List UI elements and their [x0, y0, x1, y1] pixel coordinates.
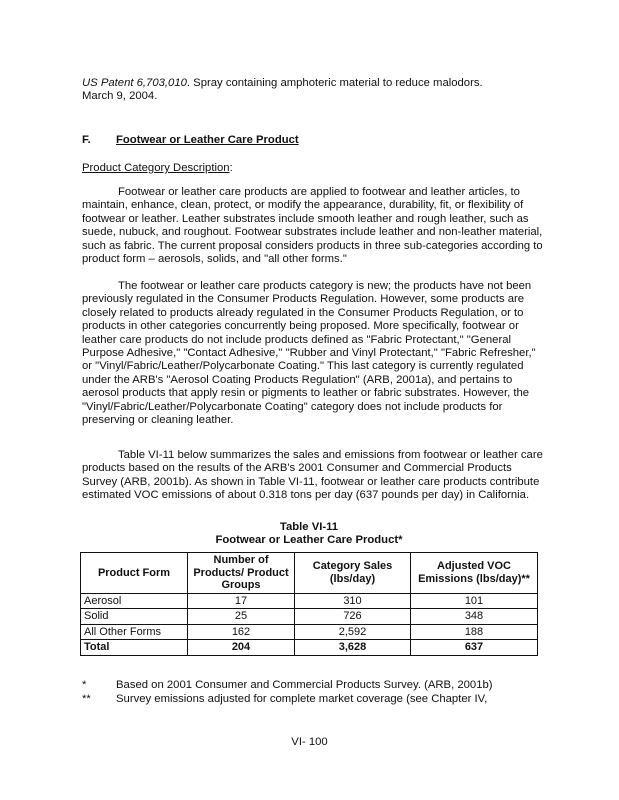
emissions-table	[80, 552, 538, 656]
cell: Aerosol	[81, 593, 188, 609]
paragraph-1: Footwear or leather care products are applied to footwear and leather articles, to maintain, enhance, clean, protect, or modify the appearance, durability, fit, or flexibility of footwear or leather. Leather substrates include smooth leather and rough leather, such as suede, nubuck, and roughout. Footwear substrates include leather and non-leather material, such as fabric. The current proposal considers products in three sub-categories according to product form – aerosols, solids, and "all other forms."	[82, 186, 543, 266]
patent-title: . Spray containing amphoteric material to reduce malodors.	[186, 77, 483, 89]
paragraph-3: Table VI-11 below summarizes the sales and emissions from footwear or leather care products based on the results of the ARB's 2001 Consumer and Commercial Products Survey (ARB, 2001b). As shown in Table VI-11, footwear or leather care products contribute estimated VOC emissions of about 0.318 tons per day (637 pounds per day) in California.	[82, 449, 543, 502]
cell: 310	[295, 593, 411, 609]
cell: 726	[295, 609, 411, 625]
header-number-of-products: Number of Products/ Product Groups	[188, 553, 295, 594]
table-row	[81, 593, 538, 609]
cell: Total	[81, 640, 188, 656]
cell: 348	[411, 609, 538, 625]
table-row	[81, 624, 538, 640]
cell: 162	[188, 624, 295, 640]
footnote-text: Based on 2001 Consumer and Commercial Products Survey. (ARB, 2001b)	[116, 679, 493, 691]
reference-entry	[82, 77, 552, 104]
cell: All Other Forms	[81, 624, 188, 640]
header-product-form: Product Form	[81, 553, 188, 594]
footnote-text: Survey emissions adjusted for complete market coverage (see Chapter IV,	[116, 693, 488, 705]
table-header-row	[81, 553, 538, 594]
paragraph-2: The footwear or leather care products category is new; the products have not been previously regulated in the Consumer Products Regulation. However, some products are closely related to products already regulated in the Consumer Products Regulation, or to products in other categories concurrently being proposed. More specifically, footwear or leather care products do not include products defined as "Fabric Protectant," "General Purpose Adhesive," "Contact Adhesive," "Rubber and Vinyl Protectant," "Fabric Refresher," or "Vinyl/Fabric/Leather/Polycarbonate Coating." This last category is currently regulated under the ARB's "Aerosol Coating Products Regulation" (ARB, 2001a), and pertains to aerosol products that apply resin or pigments to leather or fabric substrates. However, the "Vinyl/Fabric/Leather/Polycarbonate Coating" category does not include products for preserving or cleaning leather.	[82, 280, 536, 427]
cell: 637	[411, 640, 538, 656]
table-row	[81, 609, 538, 625]
patent-date: March 9, 2004.	[82, 90, 158, 103]
footnote	[82, 678, 552, 692]
footnote	[82, 692, 552, 706]
table-total-row	[81, 640, 538, 656]
patent-number: US Patent 6,703,010	[82, 77, 187, 89]
table-number: Table VI-11	[279, 521, 339, 533]
section-title: Footwear or Leather Care Product	[116, 134, 299, 146]
table-caption	[80, 521, 538, 547]
cell: 17	[188, 593, 295, 609]
subheading-text: Product Category Description	[82, 162, 230, 174]
cell: 101	[411, 593, 538, 609]
subheading-colon: :	[229, 162, 233, 174]
footnotes	[82, 678, 552, 706]
footnote-mark: *	[82, 679, 87, 691]
cell: 188	[411, 624, 538, 640]
section-letter: F.	[82, 134, 91, 146]
subheading	[82, 162, 233, 174]
header-category-sales: Category Sales (lbs/day)	[295, 553, 411, 594]
cell: 3,628	[295, 640, 411, 656]
cell: Solid	[81, 609, 188, 625]
cell: 25	[188, 609, 295, 625]
cell: 2,592	[295, 624, 411, 640]
header-voc-emissions: Adjusted VOC Emissions (lbs/day)**	[411, 553, 538, 594]
page-number: VI- 100	[291, 736, 328, 748]
table-title: Footwear or Leather Care Product*	[215, 534, 403, 546]
cell: 204	[188, 640, 295, 656]
section-heading	[82, 134, 299, 146]
footnote-mark: **	[82, 693, 91, 705]
